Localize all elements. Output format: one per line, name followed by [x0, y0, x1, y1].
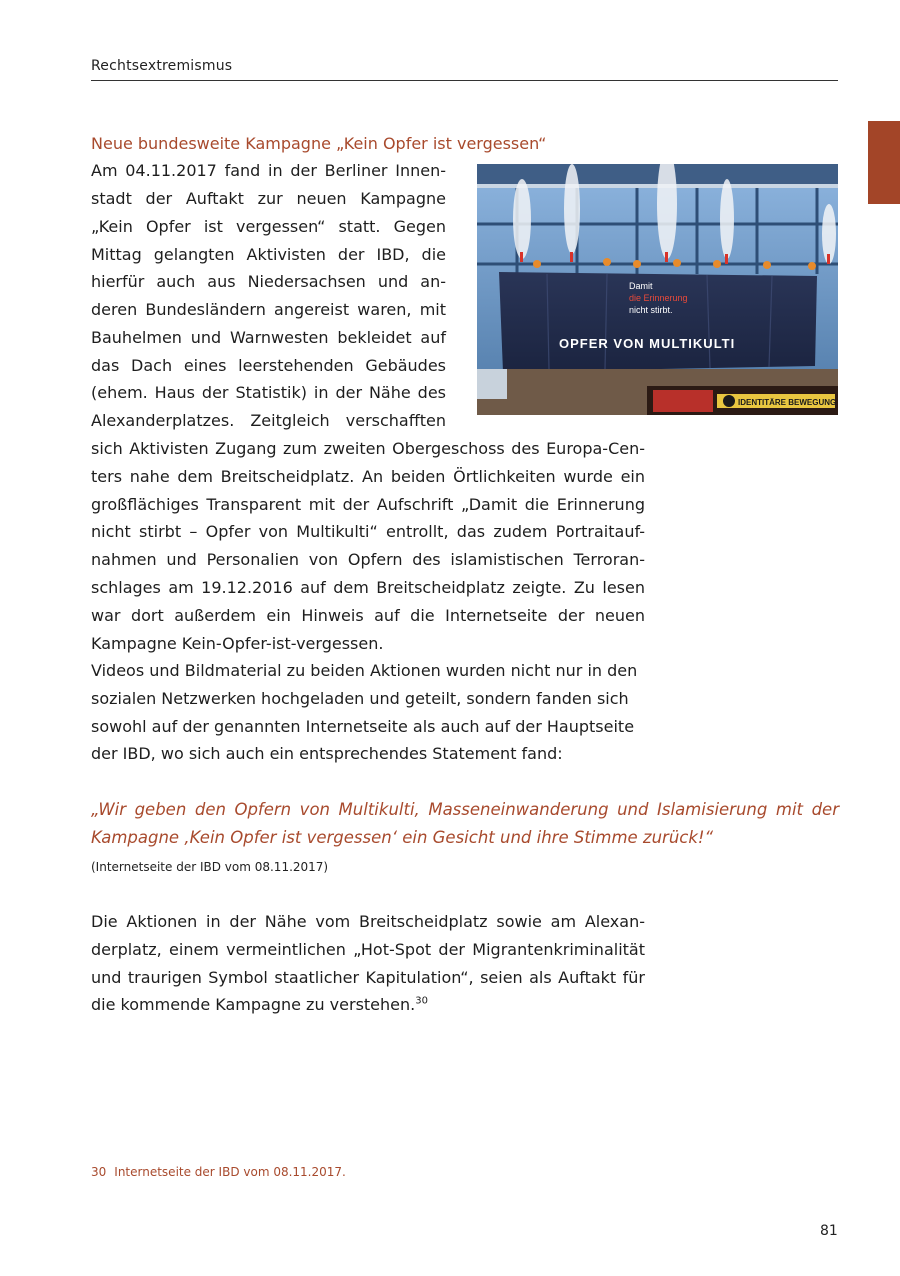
- wrap-line: das Dach eines leerstehenden Gebäudes: [91, 356, 446, 375]
- actions-paragraph: [91, 908, 645, 1019]
- pull-quote: „Wir geben den Opfern von Multikulti, Masseneinwanderung und Islamisierung mit der Kampagne ‚Kein Opfer ist vergessen‘ ein Gesicht und ihre Stimme zurück!“: [91, 800, 839, 847]
- wrap-line: „Kein Opfer ist vergessen“ statt. Gegen: [91, 217, 446, 236]
- wrap-line: Bauhelmen und Warnwesten bekleidet auf: [91, 328, 446, 347]
- actions-text: Die Aktionen in der Nähe vom Breitscheidplatz sowie am Alexan-derplatz, einem vermeintlichen „Hot-Spot der Migrantenkriminalität und traurigen Symbol staatlicher Kapitulation“, seien als Auftakt für die kommende Kampagne zu verstehen.: [91, 912, 645, 1015]
- sign-text: IDENTITÄRE BEWEGUNG: [738, 398, 837, 407]
- wrap-line: stadt der Auftakt zur neuen Kampagne: [91, 189, 446, 208]
- quote-source: (Internetseite der IBD vom 08.11.2017): [91, 860, 329, 874]
- wrap-line: hierfür auch aus Niedersachsen und an-: [91, 272, 446, 291]
- videos-paragraph: Videos und Bildmaterial zu beiden Aktionen wurden nicht nur in den sozialen Netzwerken hochgeladen und geteilt, sondern fanden sich sowohl auf der genannten Internetseite als auch auf der Hauptseite der IBD, wo sich auch ein entsprechendes Statement fand:: [91, 661, 638, 764]
- main-paragraph: sich Aktivisten Zugang zum zweiten Obergeschoss des Europa-Cen-ters nahe dem Breitscheidplatz. An beiden Örtlichkeiten wurde ein großflächiges Transparent mit der Aufschrift „Damit die Erinnerung nicht stirbt – Opfer von Multikulti“ entrollt, das zudem Portraitauf-nahmen und Personalien von Opfern des islamistischen Terroran-schlages am 19.12.2016 auf dem Breitscheidplatz zeigte. Zu lesen war dort außerdem ein Hinweis auf die Internetseite der neuen Kampagne Kein-Opfer-ist-vergessen.: [91, 439, 645, 653]
- section-heading: Neue bundesweite Kampagne „Kein Opfer ist vergessen“: [91, 134, 547, 153]
- banner-line-2: die Erinnerung: [629, 293, 688, 303]
- page-number: 81: [820, 1223, 838, 1239]
- wrap-line: (ehem. Haus der Statistik) in der Nähe des: [91, 383, 446, 402]
- footnote-text: Internetseite der IBD vom 08.11.2017.: [114, 1165, 346, 1179]
- footnote-number: 30: [91, 1165, 107, 1179]
- wrap-line: Mittag gelangten Aktivisten der IBD, die: [91, 245, 446, 264]
- wrap-line: deren Bundesländern angereist waren, mit: [91, 300, 446, 319]
- footnote-reference[interactable]: 30: [415, 996, 428, 1008]
- banner-title: OPFER VON MULTIKULTI: [559, 336, 736, 351]
- banner-line-3: nicht stirbt.: [629, 305, 673, 315]
- running-head: Rechtsextremismus: [91, 58, 233, 74]
- header-rule: [91, 80, 838, 81]
- wrap-line: Alexanderplatzes. Zeitgleich verschafften: [91, 411, 446, 430]
- banner-line-1: Damit: [629, 281, 653, 291]
- wrap-line: Am 04.11.2017 fand in der Berliner Innen-: [91, 161, 446, 180]
- chapter-tab: [868, 121, 900, 204]
- article-photo: [477, 164, 838, 415]
- footnote: [91, 1165, 346, 1179]
